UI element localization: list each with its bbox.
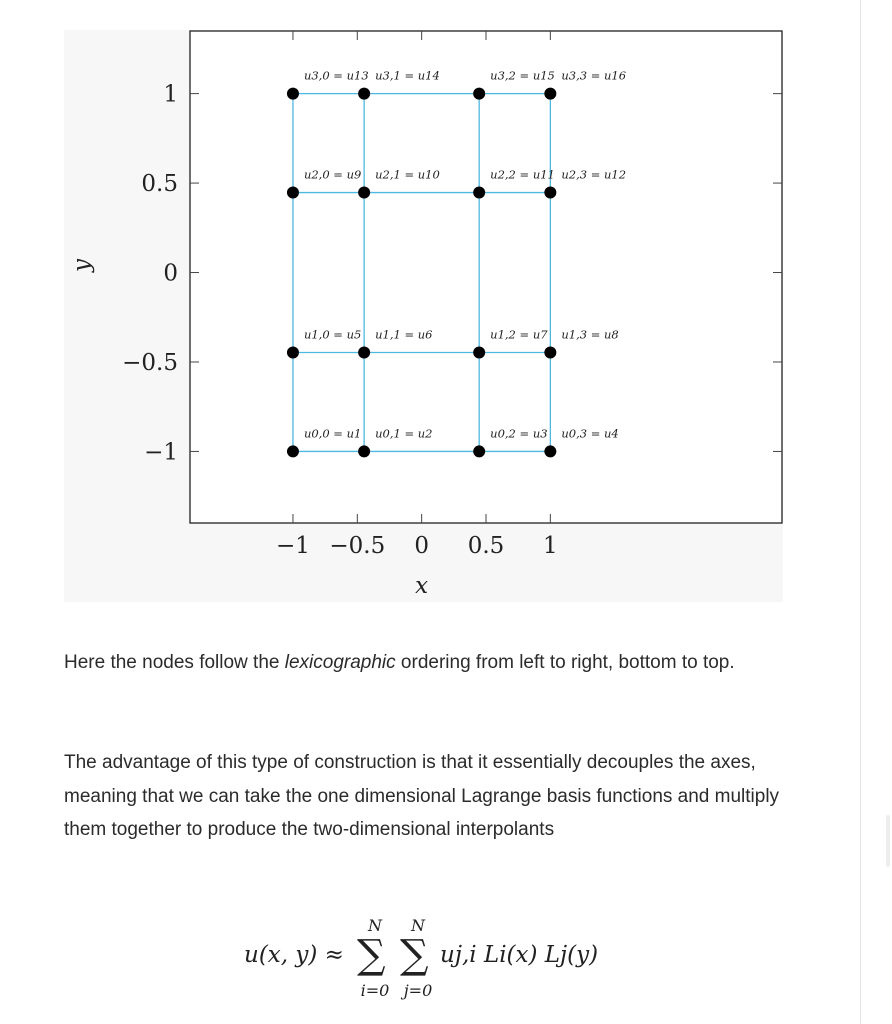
grid-node-label: u3,0 = u13 [303, 68, 369, 83]
y-tick-label: −0.5 [122, 349, 178, 376]
grid-node-label: u0,2 = u3 [490, 426, 548, 441]
x-tick-label: −1 [276, 533, 310, 559]
y-axis-label: y [69, 259, 95, 273]
grid-node-point [287, 346, 299, 358]
grid-node-point [287, 187, 299, 199]
sum-lower-j: j=0 [403, 981, 433, 1000]
x-tick-label: 0.5 [467, 533, 505, 559]
sum-upper-j: N [411, 916, 425, 935]
grid-node-point [544, 445, 556, 457]
grid-node-point [358, 88, 370, 100]
interpolant-equation [230, 905, 650, 1005]
sum-symbol-j: ∑ [400, 932, 429, 978]
x-tick-label: 0 [414, 533, 429, 559]
equation-body: uj,i Li(x) Lj(y) [440, 942, 599, 968]
figure-panel [64, 30, 783, 602]
grid-node-label: u1,3 = u8 [561, 327, 619, 342]
paragraph-decoupling: The advantage of this type of construction is that it essentially decouples the axes, meaning that we can take the one dimensional Lagrange basis functions and multiply them together to produce the two-dimensional interpolants [64, 752, 780, 840]
y-tick-label: −1 [144, 439, 178, 466]
grid-node-label: u2,2 = u11 [490, 167, 555, 182]
grid-node-point [473, 445, 485, 457]
grid-node-point [287, 445, 299, 457]
grid-node-label: u1,0 = u5 [303, 327, 362, 342]
grid-node-point [358, 445, 370, 457]
sum-upper-i: N [368, 916, 382, 935]
grid-node-label: u0,3 = u4 [561, 426, 619, 441]
equation-lhs: u(x, y) ≈ [244, 942, 344, 968]
grid-node-point [287, 88, 299, 100]
x-tick-label: 1 [543, 533, 558, 559]
grid-node-label: u1,2 = u7 [490, 327, 548, 342]
grid-node-label: u3,3 = u16 [561, 68, 627, 83]
y-tick-label: 0.5 [141, 171, 178, 198]
grid-node-point [473, 346, 485, 358]
y-tick-label: 1 [163, 81, 178, 108]
plot-frame [190, 31, 782, 523]
sum-lower-i: i=0 [360, 981, 390, 1000]
grid-node-point [544, 88, 556, 100]
grid-node-label: u0,1 = u2 [375, 426, 433, 441]
paragraph-text: Here the nodes follow the [64, 652, 285, 673]
grid-node-point [358, 346, 370, 358]
sum-symbol-i: ∑ [357, 932, 386, 978]
grid-node-label: u2,0 = u9 [303, 167, 362, 182]
grid-node-point [544, 346, 556, 358]
grid-node-point [544, 187, 556, 199]
paragraph-text: ordering from left to right, bottom to top. [395, 652, 735, 673]
grid-node-point [473, 88, 485, 100]
grid-node-label: u2,3 = u12 [561, 167, 627, 182]
grid-node-label: u3,2 = u15 [490, 68, 555, 83]
lagrange-node-grid-chart [64, 30, 783, 602]
emphasis-lexicographic: lexicographic [284, 652, 396, 673]
grid-node-point [473, 187, 485, 199]
grid-node-label: u0,0 = u1 [303, 426, 362, 441]
x-tick-label: −0.5 [329, 533, 386, 559]
x-axis-label: x [415, 573, 429, 599]
grid-node-label: u2,1 = u10 [375, 167, 440, 182]
grid-node-label: u3,1 = u14 [375, 68, 440, 83]
grid-node-label: u1,1 = u6 [375, 327, 433, 342]
sidebar-divider [860, 0, 861, 1024]
y-tick-label: 0 [163, 260, 178, 287]
scroll-indicator[interactable] [886, 815, 890, 867]
paragraph-lexicographic [64, 646, 784, 680]
grid-node-point [358, 187, 370, 199]
